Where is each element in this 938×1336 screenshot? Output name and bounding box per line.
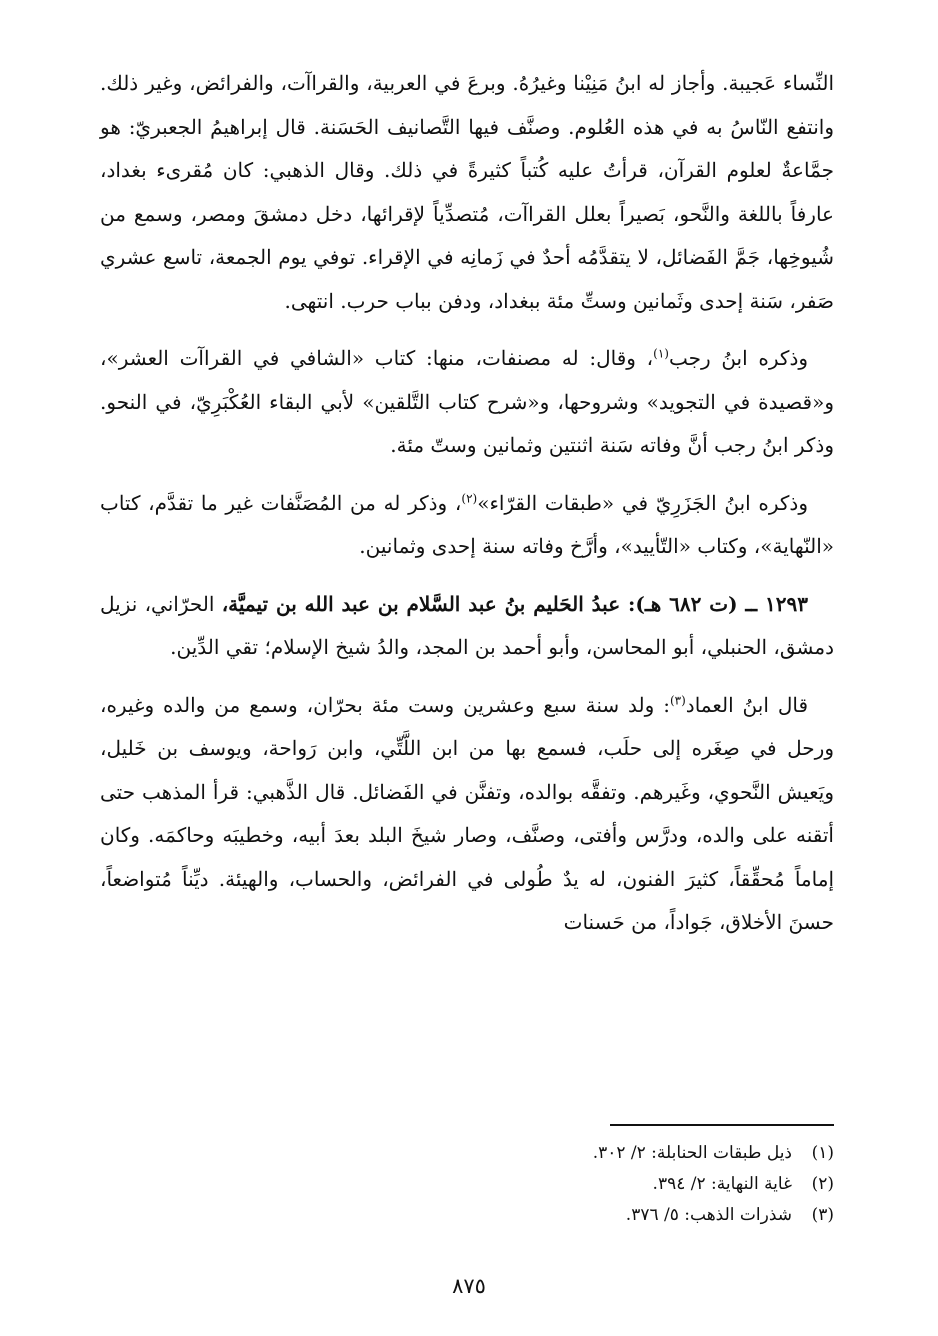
paragraph-text: ، وقال: له مصنفات، منها: كتاب «الشافي في القراآت العشر»، و«قصيدة في التجويد» وشروحها، و«شرح كتاب التَّلقين» لأبي البقاء العُكْبَرِيّ، في النحو. وذكر ابنُ رجب أنَّ وفاته سَنة اثنتين وثمانين وستّ مئة.: [100, 346, 834, 457]
footnote-ref-2[interactable]: (٢): [461, 490, 478, 505]
entry-text: الحرّاني، نزيل دمشق، الحنبلي، أبو المحاسن، وأبو أحمد بن المجد، والدُ شيخ الإسلام؛ تقي الدِّين.: [100, 591, 834, 659]
paragraph-text: : ولد سنة سبع وعشرين وست مئة بحرّان، وسمع من والده وغيره، ورحل في صِغَره إلى حلَب، فسمع بها من ابن اللَّتِّي، وابن رَواحة، ويوسف بن خَليل، ويَعيش النَّحوي، وغَيرهم. وتفقَّه بوالده، وتفنَّن في الفَضائل. قال الذَّهبي: قرأ المذهب حتى أتقنه على والده، ودرَّس وأفتى، وصنَّف، وصار شيخَ البلد بعدَ أبيه، وخطيبَه وحاكمَه. وكان إماماً مُحقِّقاً، كثيرَ الفنون، له يدٌ طُولى في الفرائض، والحساب، والهيئة. ديِّناً مُتواضعاً، حسنَ الأخلاق، جَواداً، من حَسنات: [100, 692, 834, 934]
footnote-ref-3[interactable]: (٣): [669, 692, 686, 707]
biography-entry: [100, 583, 834, 670]
paragraph-text: ، وذكر له من المُصَنَّفات غير ما تقدَّم، كتاب «النّهاية»، وكتاب «التّأييد»، وأرَّخ وفاته سنة إحدى وثمانين.: [100, 490, 834, 558]
page-body: [100, 62, 834, 959]
paragraph-continuation: النِّساء عَجيبة. وأجاز له ابنُ مَنِيْنا وغيرُهُ. وبرعَ في العربية، والقراآت، والفرائض، وغير ذلك. وانتفع النّاسُ به في هذه العُلوم. وصنَّف فيها التَّصانيف الحَسَنة. قال إبراهيمُ الجعبريّ: هو جمَّاعةٌ لعلوم القرآن، قرأتُ عليه كُتباً كثيرةً في ذلك. وقال الذهبي: كان مُقرىء بغداد، عارفاً باللغة والنَّحو، بَصيراً بعلل القراآت، مُتصدِّياً لإقرائها، دخل دمشقَ ومصر، وسمع من شُيوخِها، جَمَّ الفَضائل، لا يتقدَّمُه أحدٌ في زَمانِه في الإقراء. توفي يوم الجمعة، تاسع عشري صَفر، سَنة إحدى وثَمانين وستِّ مئة ببغداد، ودفن بباب حرب. انتهى.: [100, 71, 834, 313]
paragraph-ibn-imad: [100, 684, 834, 945]
entry-heading: ١٢٩٣ ــ (ت ٦٨٢ هـ): عبدُ الحَليم بنُ عبد السَّلام بن عبد الله بن تيميَّة،: [221, 591, 808, 616]
footnote-text: شذرات الذهب: ٥/ ٣٧٦.: [625, 1205, 792, 1225]
paragraph-text: وذكره ابنُ الجَزَرِيّ في «طبقات القرّاء»: [477, 490, 808, 515]
footnote-item: [100, 1138, 834, 1169]
footnote-divider: [610, 1124, 834, 1126]
footnotes: [100, 1138, 834, 1231]
footnote-number: (١): [811, 1143, 834, 1163]
page-number: ٨٧٥: [452, 1274, 486, 1298]
footnote-text: ذيل طبقات الحنابلة: ٢/ ٣٠٢.: [592, 1143, 792, 1163]
footnote-item: [100, 1200, 834, 1231]
footnote-item: [100, 1169, 834, 1200]
paragraph-ibn-jazari: [100, 482, 834, 569]
footnote-number: (٣): [811, 1205, 834, 1225]
footnote-number: (٢): [811, 1174, 834, 1194]
paragraph-ibn-rajab: [100, 337, 834, 468]
paragraph-text: وذكره ابنُ رجب: [668, 346, 809, 370]
footnote-text: غاية النهاية: ٢/ ٣٩٤.: [652, 1174, 792, 1194]
paragraph-text: قال ابنُ العماد: [685, 692, 809, 717]
footnote-ref-1[interactable]: (١): [653, 346, 669, 361]
